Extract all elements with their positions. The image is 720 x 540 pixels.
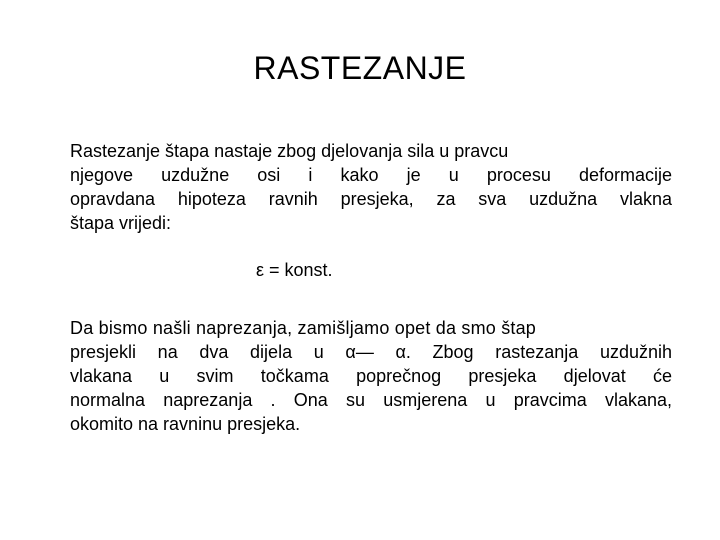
paragraph-line: Rastezanje štapa nastaje zbog djelovanja sila u pravcu	[70, 141, 509, 161]
paragraph-line: vlakana u svim točkama poprečnog presjeka djelovat će	[70, 366, 672, 386]
paragraph-line: presjekli na dva dijela u α— α. Zbog rastezanja uzdužnih	[70, 342, 672, 362]
strain-formula: ε = konst.	[256, 260, 333, 280]
slide-title: RASTEZANJE	[253, 50, 467, 86]
paragraph-line: opravdana hipoteza ravnih presjeka, za sva uzdužna vlakna	[70, 189, 672, 209]
paragraph-line: normalna naprezanja . Ona su usmjerena u pravcima vlakana,	[70, 390, 672, 410]
paragraph-definition	[70, 139, 672, 235]
paragraph-stresses	[70, 316, 672, 436]
paragraph-line: štapa vrijedi:	[70, 213, 172, 233]
paragraph-line: Da bismo našli naprezanja, zamišljamo opet da smo štap	[70, 318, 537, 338]
paragraph-line: okomito na ravninu presjeka.	[70, 414, 301, 434]
paragraph-line: njegove uzdužne osi i kako je u procesu deformacije	[70, 165, 672, 185]
